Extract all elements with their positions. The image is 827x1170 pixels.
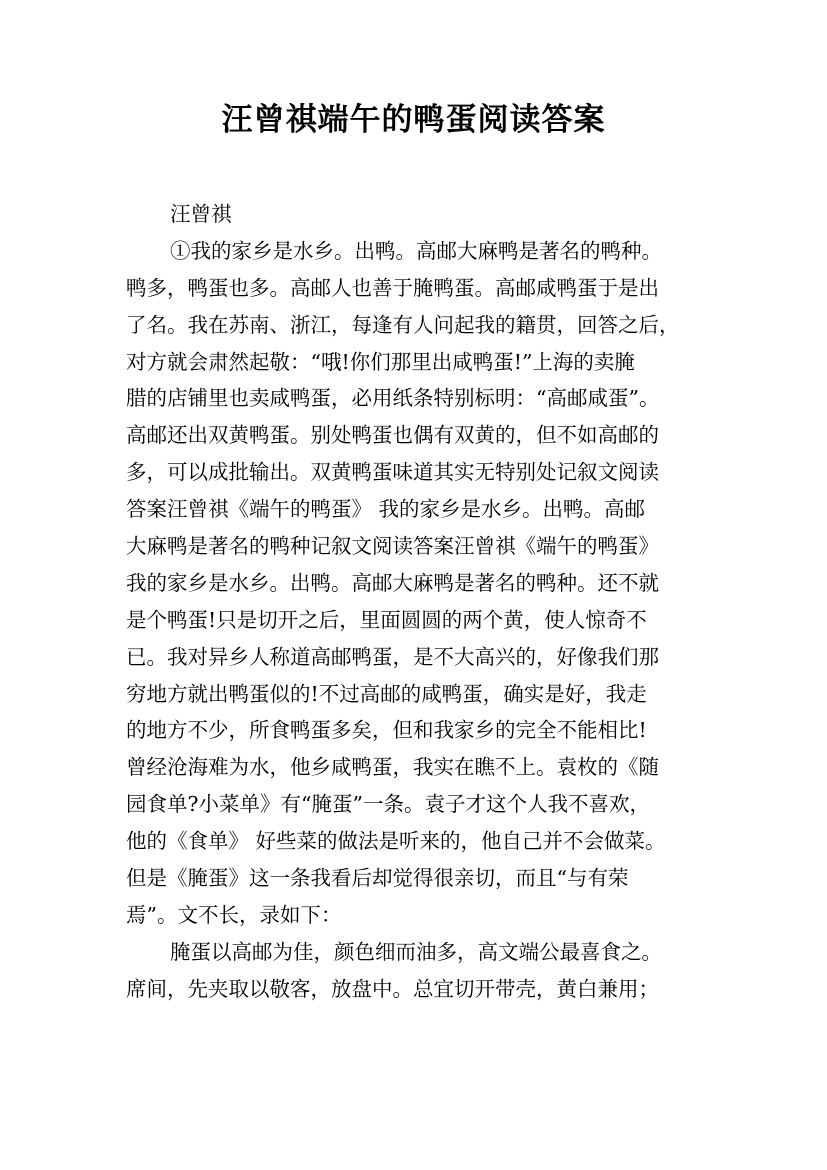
paragraph-line: 对方就会肃然起敬：“哦!你们那里出咸鸭蛋!”上海的卖腌 <box>126 349 635 374</box>
paragraph-line: 我的家乡是水乡。出鸭。高邮大麻鸭是著名的鸭种。还不就 <box>126 570 659 595</box>
document-body <box>126 196 716 1008</box>
paragraph-line: 腊的店铺里也卖咸鸭蛋，必用纸条特别标明：“高邮咸蛋”。 <box>126 386 660 411</box>
paragraph-line: 穷地方就出鸭蛋似的!不过高邮的咸鸭蛋，确实是好，我走 <box>126 681 647 706</box>
paragraph-line: 答案汪曾祺《端午的鸭蛋》 我的家乡是水乡。出鸭。高邮 <box>126 497 646 522</box>
quote-line: 席间，先夹取以敬客，放盘中。总宜切开带壳，黄白兼用； <box>126 976 659 1001</box>
paragraph-line: 多，可以成批输出。双黄鸭蛋味道其实无特别处记叙文阅读 <box>126 460 659 485</box>
paragraph-line: ①我的家乡是水乡。出鸭。高邮大麻鸭是著名的鸭种。 <box>170 238 662 263</box>
paragraph-line: 园食单?小菜单》有“腌蛋”一条。袁子才这个人我不喜欢， <box>126 792 650 817</box>
paragraph-line: 但是《腌蛋》这一条我看后却觉得很亲切，而且“与有荣 <box>126 866 629 891</box>
paragraph-line: 鸭多，鸭蛋也多。高邮人也善于腌鸭蛋。高邮咸鸭蛋于是出 <box>126 275 659 300</box>
paragraph-line: 高邮还出双黄鸭蛋。别处鸭蛋也偶有双黄的，但不如高邮的 <box>126 423 659 448</box>
paragraph-line: 了名。我在苏南、浙江，每逢有人问起我的籍贯，回答之后， <box>126 312 680 337</box>
paragraph-line: 曾经沧海难为水，他乡咸鸭蛋，我实在瞧不上。袁枚的《随 <box>126 755 659 780</box>
paragraph-line: 已。我对异乡人称道高邮鸭蛋，是不大高兴的，好像我们那 <box>126 644 659 669</box>
paragraph-line: 他的《食单》 好些菜的做法是听来的，他自己并不会做菜。 <box>126 829 666 854</box>
paragraph-line: 是个鸭蛋!只是切开之后，里面圆圆的两个黄，使人惊奇不 <box>126 607 647 632</box>
author-line: 汪曾祺 <box>170 202 232 226</box>
paragraph-line: 焉”。文不长，录如下： <box>126 902 342 927</box>
document-title: 汪曾祺端午的鸭蛋阅读答案 <box>221 102 606 138</box>
quote-line: 腌蛋以高邮为佳，颜色细而油多，高文端公最喜食之。 <box>170 939 662 964</box>
paragraph-line: 大麻鸭是著名的鸭种记叙文阅读答案汪曾祺《端午的鸭蛋》 <box>126 534 659 559</box>
paragraph-line: 的地方不少，所食鸭蛋多矣，但和我家乡的完全不能相比! <box>126 718 647 743</box>
